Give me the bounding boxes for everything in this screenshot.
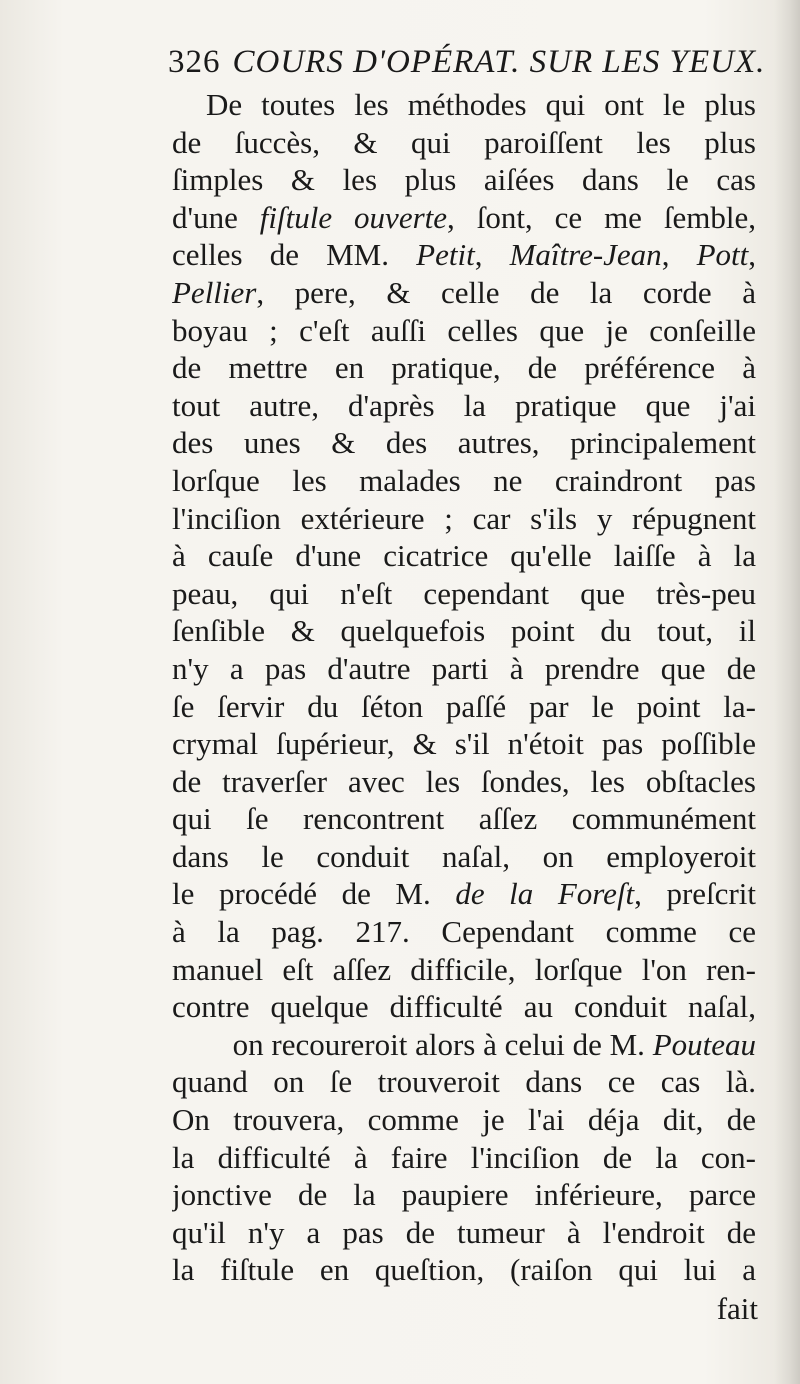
italic-name: Pott [696,237,749,273]
text-run: ſenſible & quelquefois point du tout, il [172,613,756,649]
italic-name: Maître-Jean [509,237,662,273]
italic-name: fiſtule ouverte [259,199,448,235]
text-line [172,612,756,650]
text-line [172,1251,756,1289]
text-run: d'une [172,199,260,235]
text-line [172,763,756,801]
text-run: manuel eſt aſſez difficile, lorſque l'on ren- [172,951,756,987]
italic-name: Pellier [172,274,257,310]
text-line [172,688,756,726]
text-line [172,838,756,876]
text-run: l'inciſion extérieure ; car s'ils y répugnent [172,500,756,536]
text-run: celles de MM. [172,237,417,273]
text-run: lorſque les malades ne craindront pas [172,462,756,498]
text-run: peau, qui n'eſt cependant que très-peu [172,575,756,611]
text-run: tout autre, d'après la pratique que j'ai [172,387,756,423]
text-line [172,1063,756,1101]
text-run: dans le conduit naſal, on employeroit [172,838,756,874]
running-title: COURS D'OPÉRAT. SUR LES YEUX. [232,44,766,80]
text-line [172,274,756,312]
text-run: à cauſe d'une cicatrice qu'elle laiſſe à la [172,538,756,574]
text-line [172,725,756,763]
text-line [172,312,756,350]
text-line [172,387,756,425]
text-run: des unes & des autres, principalement [172,425,756,461]
text-line [172,575,756,613]
text-line [172,951,756,989]
text-line [172,1026,756,1064]
text-run: De toutes les méthodes qui ont le plus [206,87,756,122]
running-header [168,44,766,92]
body-text [172,86,756,1289]
text-run: la fiſtule en queſtion, (raiſon qui lui a [172,1252,756,1288]
text-line [172,500,756,538]
text-run: ſe ſervir du ſéton paſſé par le point la- [172,688,756,724]
text-run: qui ſe rencontrent aſſez communément [172,801,756,837]
text-line [172,913,756,951]
text-run: ſimples & les plus aiſées dans le cas [172,162,756,198]
text-line [172,424,756,462]
text-line [172,236,756,274]
italic-name: de la Foreſt [455,876,635,912]
text-line [172,86,756,124]
text-line [172,199,756,237]
text-run: , [474,237,510,273]
text-line [172,1176,756,1214]
text-line [172,349,756,387]
text-line [172,650,756,688]
text-line [172,161,756,199]
text-run: qu'il n'y a pas de tumeur à l'endroit de [172,1214,756,1250]
text-run: boyau ; c'eſt auſſi celles que je conſeille [172,312,756,348]
text-run: , preſcrit [634,876,756,912]
italic-name: Pouteau [652,1026,756,1062]
text-run: de traverſer avec les ſondes, les obſtacles [172,763,756,799]
text-line [172,537,756,575]
text-line [172,875,756,913]
page-number: 326 [168,44,221,80]
text-line [172,124,756,162]
page-edge-shadow [774,0,800,1384]
text-run: , [748,237,756,273]
text-run: n'y a pas d'autre parti à prendre que de [172,650,756,686]
text-run: le procédé de M. [172,876,456,912]
text-run: de ſuccès, & qui paroiſſent les plus [172,124,756,160]
text-line [172,462,756,500]
text-run: jonctive de la paupiere inférieure, parce [172,1177,756,1213]
text-run: quand on ſe trouveroit dans ce cas là. [172,1064,756,1100]
catchword: fait [716,1291,758,1326]
text-line [172,1214,756,1252]
text-line [172,988,756,1026]
text-run: , pere, & celle de la corde à [256,274,756,310]
text-line [172,800,756,838]
text-line [172,1139,756,1177]
text-run: , [661,237,697,273]
text-run: , ſont, ce me ſemble, [447,199,756,235]
text-run: on recoureroit alors à celui de M. [232,1026,653,1062]
text-line [172,1101,756,1139]
italic-name: Petit [416,237,475,273]
text-run: contre quelque difficulté au conduit naſal, [172,989,756,1025]
text-run: de mettre en pratique, de préférence à [172,350,756,386]
text-run: On trouvera, comme je l'ai déja dit, de [172,1102,756,1138]
text-run: à la pag. 217. Cependant comme ce [172,914,756,950]
text-run: crymal ſupérieur, & s'il n'étoit pas poſſible [172,726,756,762]
text-run: la difficulté à faire l'inciſion de la con- [172,1139,756,1175]
